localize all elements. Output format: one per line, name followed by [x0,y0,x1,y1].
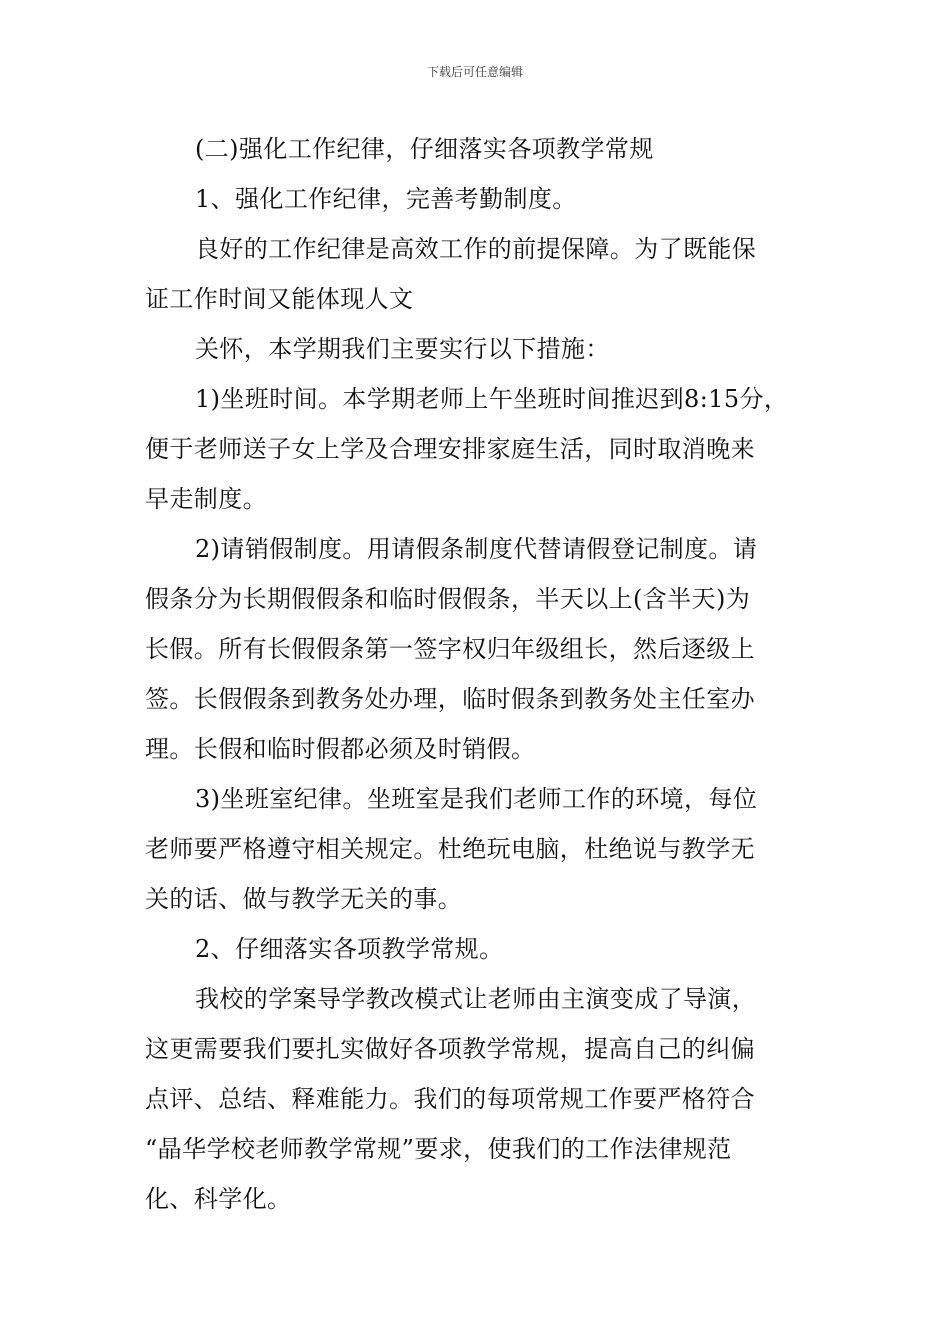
paragraph-line: 关怀，本学期我们主要实行以下措施： [195,335,610,363]
paragraph-line: 2)请销假制度。用请假条制度代替请假登记制度。请 [195,535,758,563]
paragraph-line: 证工作时间又能体现人文 [145,285,414,313]
paragraph-line: 老师要严格遵守相关规定。杜绝玩电脑，杜绝说与教学无 [145,835,755,863]
paragraph-line: 长假。所有长假假条第一签字权归年级组长，然后逐级上 [145,635,755,663]
paragraph-line: 早走制度。 [145,485,267,513]
paragraph-line: 假条分为长期假假条和临时假假条，半天以上(含半天)为 [145,585,751,613]
paragraph-line: 便于老师送子女上学及合理安排家庭生活，同时取消晚来 [145,435,755,463]
paragraph-line: 3)坐班室纪律。坐班室是我们老师工作的环境，每位 [195,785,758,813]
section-heading: (二)强化工作纪律，仔细落实各项教学常规 [195,135,654,163]
paragraph-line: 点评、总结、释难能力。我们的每项常规工作要严格符合 [145,1085,755,1113]
paragraph-line: 我校的学案导学教改模式让老师由主演变成了导演， [195,985,757,1013]
paragraph-line: 1)坐班时间。本学期老师上午坐班时间推迟到8:15分， [195,385,789,413]
subsection-heading: 2、仔细落实各项教学常规。 [195,935,504,963]
paragraph-line: “晶华学校老师教学常规”要求，使我们的工作法律规范 [145,1135,732,1163]
paragraph-line: 这更需要我们要扎实做好各项教学常规，提高自己的纠偏 [145,1035,755,1063]
paragraph-line: 理。长假和临时假都必须及时销假。 [145,735,536,763]
paragraph-line: 关的话、做与教学无关的事。 [145,885,463,913]
page-header-note: 下载后可任意编辑 [426,65,523,79]
document-body [145,124,810,1224]
paragraph-line: 签。长假假条到教务处办理，临时假条到教务处主任室办 [145,685,755,713]
paragraph-line: 良好的工作纪律是高效工作的前提保障。为了既能保 [195,235,757,263]
paragraph-line: 化、科学化。 [145,1185,292,1213]
subsection-heading: 1、强化工作纪律，完善考勤制度。 [195,185,577,213]
